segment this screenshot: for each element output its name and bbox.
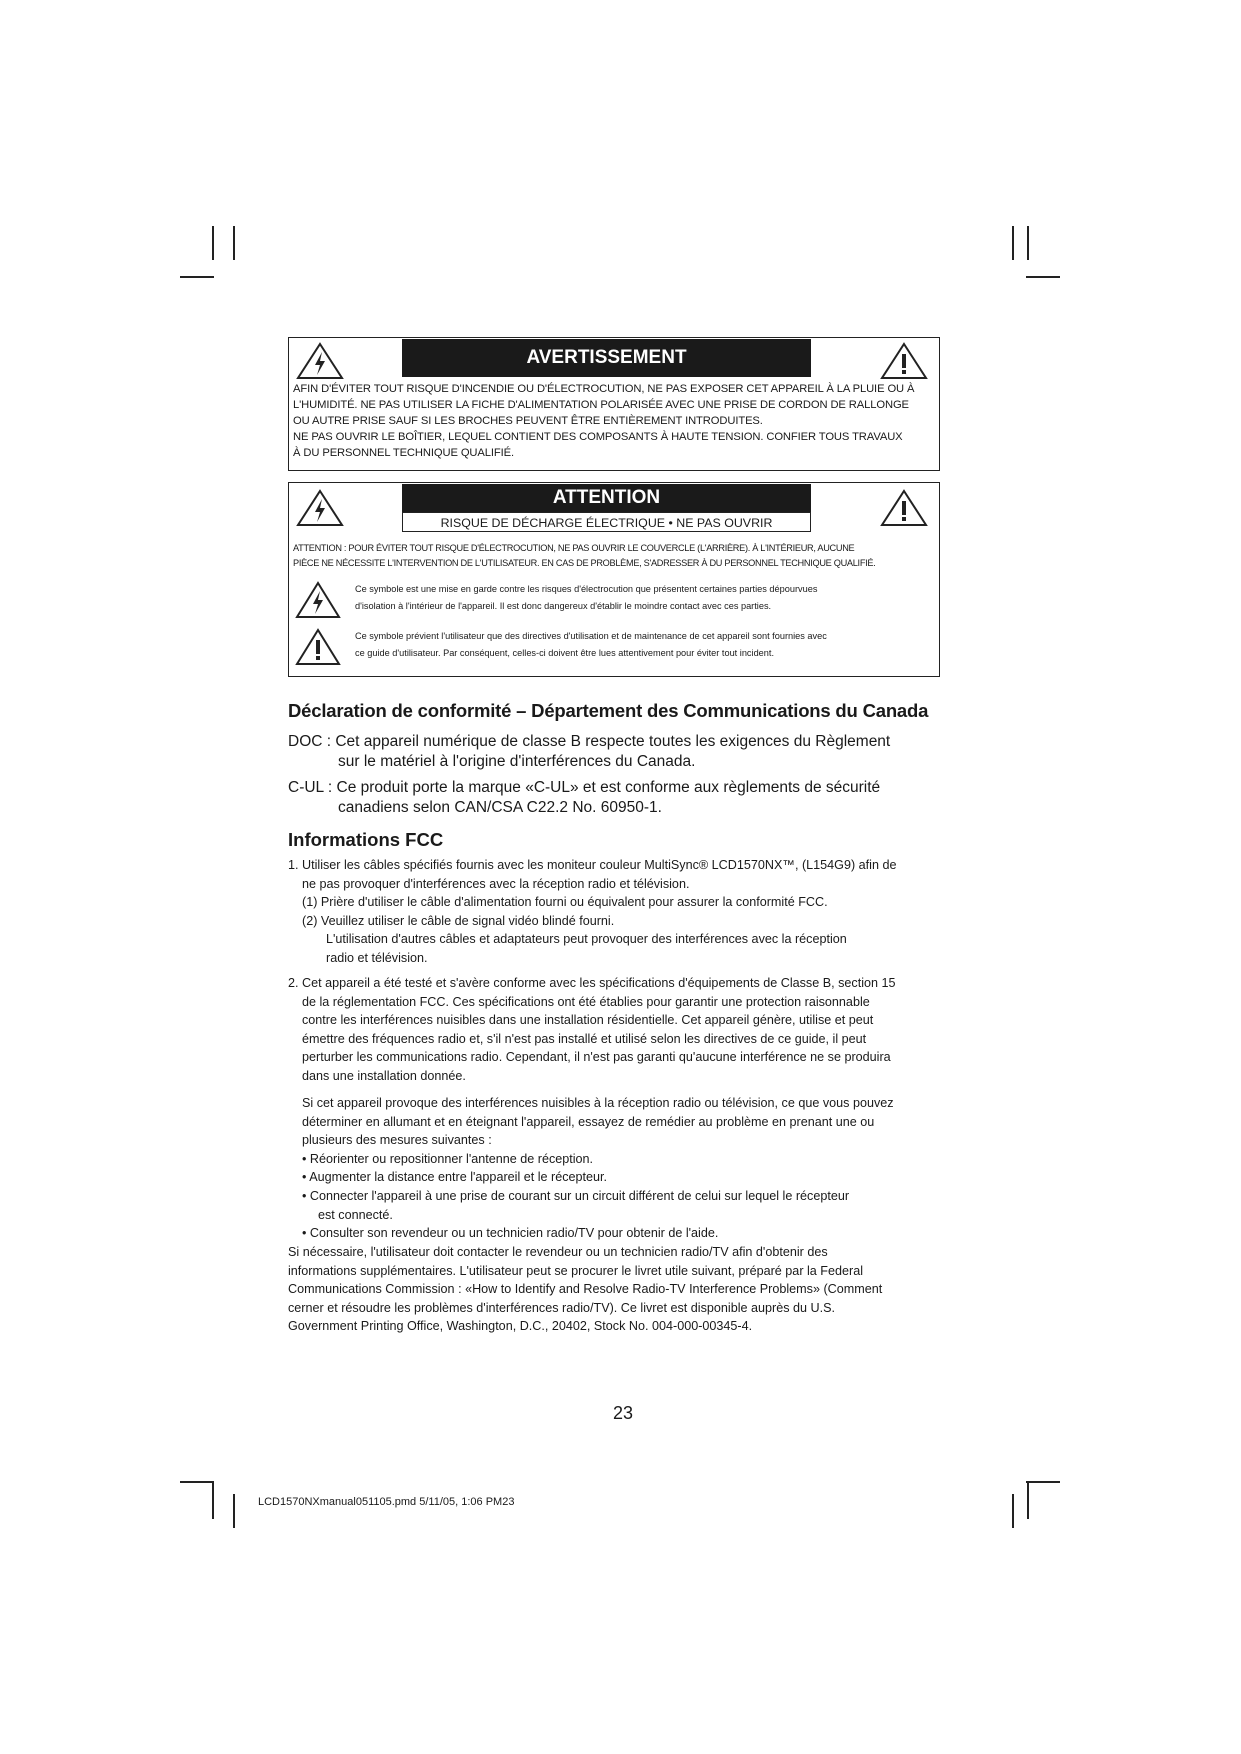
text-line: 1. Utiliser les câbles spécifiés fournis avec les moniteur couleur MultiSync® LCD1570NX™, (L154G9) afin de <box>288 858 897 872</box>
text-line: canadiens selon CAN/CSA C22.2 No. 60950-1. <box>338 799 662 816</box>
list-item: • Réorienter ou repositionner l'antenne de réception. <box>302 1151 594 1166</box>
crop-mark <box>233 1494 235 1528</box>
text-line: de la réglementation FCC. Ces spécifications ont été établies pour garantir une protection raisonnable <box>302 994 870 1009</box>
crop-mark <box>212 226 214 260</box>
text-line: ne pas provoquer d'interférences avec la réception radio et télévision. <box>302 876 690 891</box>
warning-box <box>288 337 940 471</box>
crop-mark <box>1027 226 1029 260</box>
text-line: L'HUMIDITÉ. NE PAS UTILISER LA FICHE D'ALIMENTATION POLARISÉE AVEC UNE PRISE DE CORDON DE RALLONGE <box>293 399 909 411</box>
text-line: (2) Veuillez utiliser le câble de signal vidéo blindé fourni. <box>302 913 615 928</box>
cul-paragraph <box>288 778 880 818</box>
doc-paragraph <box>288 732 890 772</box>
lightning-warning-icon <box>295 342 345 380</box>
fcc-item-2 <box>288 974 940 1086</box>
text-line: perturber les communications radio. Cependant, il n'est pas garanti qu'aucune interférence ne se produira <box>302 1050 891 1065</box>
crop-mark <box>1026 276 1060 278</box>
text-line: (1) Prière d'utiliser le câble d'alimentation fourni ou équivalent pour assurer la conformité FCC. <box>302 895 828 910</box>
text-line: d'isolation à l'intérieur de l'appareil. Il est donc dangereux d'établir le moindre contact avec ces parties. <box>355 601 772 611</box>
text-line: émettre des fréquences radio et, s'il n'est pas installé et utilisé selon les directives de ce guide, il peut <box>302 1031 867 1046</box>
crop-mark <box>1026 1481 1060 1483</box>
text-line: déterminer en allumant et en éteignant l'appareil, essayez de remédier au problème en prenant une ou <box>302 1114 875 1129</box>
attention-subtitle: RISQUE DE DÉCHARGE ÉLECTRIQUE • NE PAS OUVRIR <box>402 512 811 532</box>
crop-mark <box>233 226 235 260</box>
footer-slug: LCD1570NXmanual051105.pmd 5/11/05, 1:06 PM23 <box>258 1496 515 1508</box>
symbol-text <box>355 581 927 615</box>
warning-title: AVERTISSEMENT <box>402 339 811 377</box>
text-line: OU AUTRE PRISE SAUF SI LES BROCHES PEUVENT ÊTRE ENTIÈREMENT INTRODUITES. <box>293 415 763 427</box>
exclamation-warning-icon <box>879 342 929 380</box>
text-line: contre les interférences nuisibles dans une installation résidentielle. Cet appareil génère, utilise et peut <box>302 1013 874 1028</box>
text-line: AFIN D'ÉVITER TOUT RISQUE D'INCENDIE OU D'ÉLECTROCUTION, NE PAS EXPOSER CET APPAREIL À LA PLUIE OU À <box>293 383 915 395</box>
text-line: Ce symbole est une mise en garde contre les risques d'électrocution que présentent certaines parties dépourvues <box>355 584 818 594</box>
text-line: dans une installation donnée. <box>302 1068 466 1083</box>
fcc-heading: Informations FCC <box>288 829 444 850</box>
text-line: est connecté. <box>318 1207 393 1222</box>
crop-mark <box>1027 1481 1029 1519</box>
fcc-item-1 <box>288 856 940 968</box>
text-line: plusieurs des mesures suivantes : <box>302 1133 492 1148</box>
text-line: L'utilisation d'autres câbles et adaptateurs peut provoquer des interférences avec la réception <box>326 932 847 947</box>
text-line: À DU PERSONNEL TECHNIQUE QUALIFIÉ. <box>293 447 515 459</box>
text-line: Communications Commission : «How to Identify and Resolve Radio-TV Interference Problems» (Comment <box>288 1282 883 1297</box>
text-line: sur le matériel à l'origine d'interférences du Canada. <box>338 753 696 770</box>
text-line: cerner et résoudre les problèmes d'interférences radio/TV). Ce livret est disponible auprès du U.S. <box>288 1300 835 1315</box>
text-line: informations supplémentaires. L'utilisateur peut se procurer le livret utile suivant, préparé par la Federal <box>288 1263 864 1278</box>
warning-text <box>293 381 935 461</box>
symbol-text <box>355 628 927 662</box>
attention-text <box>293 541 935 571</box>
crop-mark <box>1012 226 1014 260</box>
crop-mark <box>212 1481 214 1519</box>
list-item: • Connecter l'appareil à une prise de courant sur un circuit différent de celui sur lequel le récepteur <box>302 1188 850 1203</box>
fcc-interference-paragraph <box>302 1094 940 1243</box>
crop-mark <box>180 276 214 278</box>
crop-mark <box>1012 1494 1014 1528</box>
text-line: NE PAS OUVRIR LE BOÎTIER, LEQUEL CONTIENT DES COMPOSANTS À HAUTE TENSION. CONFIER TOUS TRAVAUX <box>293 431 903 443</box>
symbol-explanation-instructions <box>295 626 933 670</box>
crop-mark <box>180 1481 214 1483</box>
page-number: 23 <box>612 1403 634 1423</box>
exclamation-warning-icon <box>879 489 929 527</box>
attention-box <box>288 482 940 677</box>
attention-title: ATTENTION <box>402 484 811 512</box>
list-item: • Consulter son revendeur ou un technicien radio/TV pour obtenir de l'aide. <box>302 1226 719 1241</box>
symbol-explanation-shock <box>295 579 933 623</box>
text-line: Si cet appareil provoque des interférences nuisibles à la réception radio ou télévision, ce que vous pouvez <box>302 1096 894 1110</box>
text-line: ATTENTION : POUR ÉVITER TOUT RISQUE D'ÉLECTROCUTION, NE PAS OUVRIR LE COUVERCLE (L'ARRIÈRE). À L'INTÉRIEUR, AUCUNE <box>293 543 855 553</box>
text-line: DOC : Cet appareil numérique de classe B respecte toutes les exigences du Règlement <box>288 733 891 750</box>
lightning-warning-icon <box>295 581 341 619</box>
text-line: PIÈCE NE NÉCESSITE L'INTERVENTION DE L'UTILISATEUR. EN CAS DE PROBLÈME, S'ADRESSER À DU PERSONNEL TECHNIQUE QUALIFIÉ. <box>293 558 876 568</box>
exclamation-warning-icon <box>295 628 341 666</box>
text-line: ce guide d'utilisateur. Par conséquent, celles-ci doivent être lues attentivement pour éviter tout incident. <box>355 648 775 658</box>
list-item: • Augmenter la distance entre l'appareil et le récepteur. <box>302 1170 608 1185</box>
text-line: C-UL : Ce produit porte la marque «C-UL» et est conforme aux règlements de sécurité <box>288 779 881 796</box>
fcc-final-paragraph <box>288 1243 940 1336</box>
text-line: 2. Cet appareil a été testé et s'avère conforme avec les spécifications d'équipements de Classe B, section 15 <box>288 976 896 990</box>
text-line: Si nécessaire, l'utilisateur doit contacter le revendeur ou un technicien radio/TV afin d'obtenir des <box>288 1245 828 1259</box>
text-line: Government Printing Office, Washington, D.C., 20402, Stock No. 004-000-00345-4. <box>288 1319 753 1334</box>
text-line: radio et télévision. <box>326 950 428 965</box>
text-line: Ce symbole prévient l'utilisateur que des directives d'utilisation et de maintenance de cet appareil sont fournies avec <box>355 631 827 641</box>
lightning-warning-icon <box>295 489 345 527</box>
declaration-heading: Déclaration de conformité – Département des Communications du Canada <box>288 700 929 721</box>
